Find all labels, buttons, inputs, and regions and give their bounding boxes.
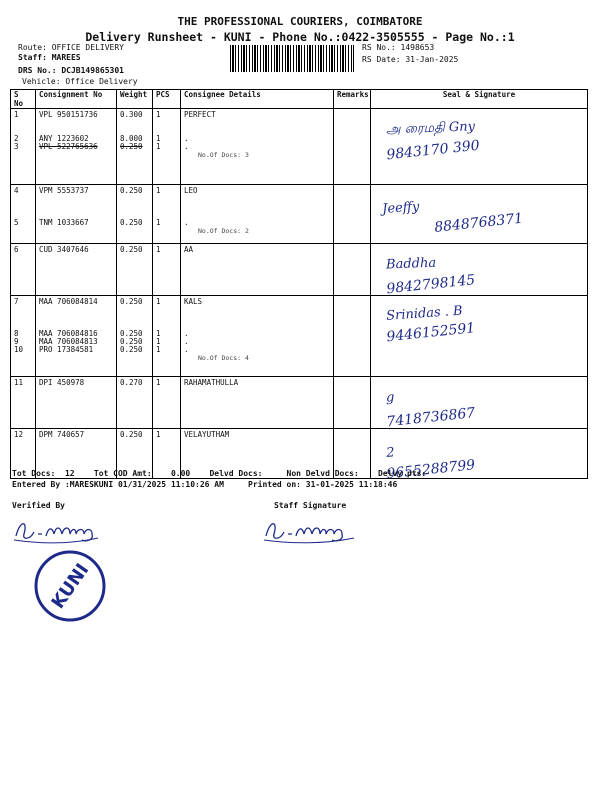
- details-line: AA: [184, 245, 194, 254]
- details-line: [184, 195, 330, 203]
- pcs-line: [156, 314, 177, 322]
- table-header: [11, 90, 588, 109]
- cell-cons: [36, 244, 117, 296]
- cell-cons: [36, 377, 117, 429]
- sno-line: [14, 314, 32, 322]
- handwritten-phone: 8848768371: [433, 210, 524, 236]
- sno-line: 2: [14, 134, 19, 143]
- pcs-line: 1: [156, 378, 161, 387]
- cons-line: [39, 306, 113, 314]
- wt-line: [120, 306, 149, 314]
- wt-line: 0.250: [120, 430, 143, 439]
- table-row: [11, 185, 588, 244]
- cell-cons: [36, 109, 117, 185]
- details-line: VELAYUTHAM: [184, 430, 230, 439]
- pcs-line: 1: [156, 337, 161, 346]
- cell-pcs: [153, 109, 181, 185]
- col-signature: Seal & Signature: [371, 90, 588, 109]
- pcs-line: 1: [156, 142, 161, 151]
- cell-pcs: [153, 377, 181, 429]
- cell-details: [181, 244, 334, 296]
- cell-remarks: [334, 185, 371, 244]
- pcs-line: 1: [156, 245, 161, 254]
- pcs-line: 1: [156, 134, 161, 143]
- sno-line: 7: [14, 297, 19, 306]
- handwritten-phone: 9842798145: [385, 272, 476, 298]
- entered-line: Entered By :MARESKUNI 01/31/2025 11:10:26 AM Printed on: 31-01-2025 11:18:46: [12, 480, 398, 489]
- col-details: Consignee Details: [181, 90, 334, 109]
- wt-line: 0.250: [120, 142, 143, 151]
- pcs-line: [156, 119, 177, 127]
- no-of-docs: No.Of Docs: 4: [198, 354, 249, 362]
- details-line: [184, 119, 330, 127]
- cell-signature: [371, 185, 588, 244]
- barcode: [230, 45, 354, 72]
- sno-line: 6: [14, 245, 19, 254]
- cell-details: [181, 377, 334, 429]
- cell-details: [181, 185, 334, 244]
- wt-line: 8.000: [120, 134, 143, 143]
- cons-line: TNM 1033667: [39, 218, 89, 227]
- cell-cons: [36, 296, 117, 377]
- handwritten-name: Jeeffy: [381, 199, 420, 218]
- cell-sno: [11, 296, 36, 377]
- sno-line: 5: [14, 218, 19, 227]
- cons-line: VPL 950151736: [39, 110, 98, 119]
- wt-line: [120, 119, 149, 127]
- cell-signature: [371, 377, 588, 429]
- col-sno: S No: [11, 90, 36, 109]
- handwritten-name: Srinidas . B: [385, 303, 464, 324]
- table-row: [11, 109, 588, 185]
- cons-line: ANY 1223602: [39, 134, 89, 143]
- handwritten-name: 2: [385, 445, 396, 461]
- wt-line: 0.250: [120, 245, 143, 254]
- pcs-line: 1: [156, 218, 161, 227]
- runsheet-title: Delivery Runsheet - KUNI - Phone No.:0422-3505555 - Page No.:1: [85, 30, 515, 44]
- pcs-line: 1: [156, 345, 161, 354]
- cons-line: VPL 522765636: [39, 142, 98, 151]
- totals-line: Tot Docs: 12 Tot COD Amt: 0.00 Delvd Docs: Non Delvd Docs: Delvy pts:: [12, 469, 427, 478]
- col-consignment: Consignment No: [36, 90, 117, 109]
- cell-details: [181, 109, 334, 185]
- details-line: [184, 127, 330, 135]
- rs-date: RS Date: 31-Jan-2025: [362, 55, 459, 64]
- col-remarks: Remarks: [334, 90, 371, 109]
- wt-line: [120, 314, 149, 322]
- sno-line: 1: [14, 110, 19, 119]
- cell-remarks: [334, 244, 371, 296]
- details-line: [184, 322, 330, 330]
- details-line: [184, 211, 330, 219]
- details-line: .: [184, 218, 189, 227]
- pcs-line: 1: [156, 297, 161, 306]
- cons-line: MAA 706084814: [39, 297, 98, 306]
- cons-line: MAA 706084816: [39, 329, 98, 338]
- cons-line: PRO 17384581: [39, 345, 94, 354]
- cons-line: DPM 740657: [39, 430, 85, 439]
- pcs-line: 1: [156, 430, 161, 439]
- details-line: LEO: [184, 186, 198, 195]
- wt-line: 0.300: [120, 110, 143, 119]
- pcs-line: 1: [156, 329, 161, 338]
- details-line: RAHAMATHULLA: [184, 378, 239, 387]
- cons-line: [39, 119, 113, 127]
- sno-line: [14, 119, 32, 127]
- handwritten-name: g: [385, 390, 395, 406]
- vehicle-label: Vehicle: Office Delivery: [22, 77, 138, 86]
- handwritten-phone: 9843170 390: [385, 137, 481, 164]
- wt-line: 0.250: [120, 345, 143, 354]
- sno-line: [14, 306, 32, 314]
- cell-wt: [117, 377, 153, 429]
- details-line: .: [184, 337, 189, 346]
- sno-line: 12: [14, 430, 24, 439]
- cons-line: [39, 314, 113, 322]
- table-row: [11, 244, 588, 296]
- cell-pcs: [153, 296, 181, 377]
- wt-line: 0.250: [120, 337, 143, 346]
- sno-line: 3: [14, 142, 19, 151]
- pcs-line: [156, 195, 177, 203]
- details-line: [184, 203, 330, 211]
- cons-line: [39, 203, 113, 211]
- pcs-line: [156, 306, 177, 314]
- wt-line: 0.270: [120, 378, 143, 387]
- sno-line: 10: [14, 345, 24, 354]
- cell-remarks: [334, 377, 371, 429]
- cell-sno: [11, 185, 36, 244]
- details-line: .: [184, 134, 189, 143]
- cell-pcs: [153, 244, 181, 296]
- sno-line: 11: [14, 378, 24, 387]
- cell-details: [181, 296, 334, 377]
- sno-line: 8: [14, 329, 19, 338]
- staff-signature-label: Staff Signature: [274, 501, 347, 510]
- wt-line: 0.250: [120, 186, 143, 195]
- runsheet-table: [10, 89, 588, 483]
- cell-signature: [371, 296, 588, 377]
- details-line: [184, 306, 330, 314]
- cell-sno: [11, 109, 36, 185]
- cons-line: CUD 3407646: [39, 245, 89, 254]
- pcs-line: [156, 203, 177, 211]
- kuni-stamp: [32, 548, 108, 624]
- drs-number: DRS No.: DCJB149865301: [18, 66, 124, 75]
- company-name: THE PROFESSIONAL COURIERS, COIMBATORE: [177, 15, 423, 28]
- cons-line: VPM 5553737: [39, 186, 89, 195]
- no-of-docs: No.Of Docs: 3: [198, 151, 249, 159]
- cell-remarks: [334, 296, 371, 377]
- cell-signature: [371, 244, 588, 296]
- details-line: .: [184, 329, 189, 338]
- handwritten-name: Baddha: [385, 255, 437, 273]
- handwritten-phone: 9446152591: [385, 320, 476, 346]
- cell-signature: [371, 109, 588, 185]
- details-line: PERFECT: [184, 110, 216, 119]
- rs-number: RS No.: 1498653: [362, 43, 435, 52]
- col-pcs: PCS: [153, 90, 181, 109]
- staff-signature: [262, 518, 362, 546]
- staff-label: Staff: MAREES: [18, 53, 81, 62]
- cell-cons: [36, 185, 117, 244]
- handwritten-phone: 7418736867: [385, 405, 476, 431]
- stamp-text: KUNI: [47, 559, 94, 613]
- cell-remarks: [334, 109, 371, 185]
- details-line: [184, 314, 330, 322]
- sno-line: 9: [14, 337, 19, 346]
- cons-line: [39, 195, 113, 203]
- verified-by-label: Verified By: [12, 501, 65, 510]
- details-line: .: [184, 142, 189, 151]
- cell-sno: [11, 377, 36, 429]
- verifier-signature: [12, 518, 102, 544]
- cell-wt: [117, 185, 153, 244]
- handwritten-phone: 9655288799: [385, 457, 476, 483]
- cell-sno: [11, 244, 36, 296]
- details-line: KALS: [184, 297, 203, 306]
- wt-line: [120, 203, 149, 211]
- details-line: .: [184, 345, 189, 354]
- cons-line: DPI 450978: [39, 378, 85, 387]
- cell-wt: [117, 296, 153, 377]
- sno-line: 4: [14, 186, 19, 195]
- sno-line: [14, 195, 32, 203]
- pcs-line: 1: [156, 110, 161, 119]
- cell-pcs: [153, 185, 181, 244]
- wt-line: 0.250: [120, 218, 143, 227]
- cell-wt: [117, 109, 153, 185]
- route-label: Route: OFFICE DELIVERY: [18, 43, 124, 52]
- table-row: [11, 377, 588, 429]
- cons-line: MAA 706084813: [39, 337, 98, 346]
- no-of-docs: No.Of Docs: 2: [198, 227, 249, 235]
- table-row: [11, 296, 588, 377]
- sno-line: [14, 203, 32, 211]
- wt-line: 0.250: [120, 297, 143, 306]
- pcs-line: 1: [156, 186, 161, 195]
- wt-line: [120, 195, 149, 203]
- cell-wt: [117, 244, 153, 296]
- wt-line: 0.250: [120, 329, 143, 338]
- handwritten-name: அ ரைமதி Gny: [385, 119, 476, 138]
- col-weight: Weight: [117, 90, 153, 109]
